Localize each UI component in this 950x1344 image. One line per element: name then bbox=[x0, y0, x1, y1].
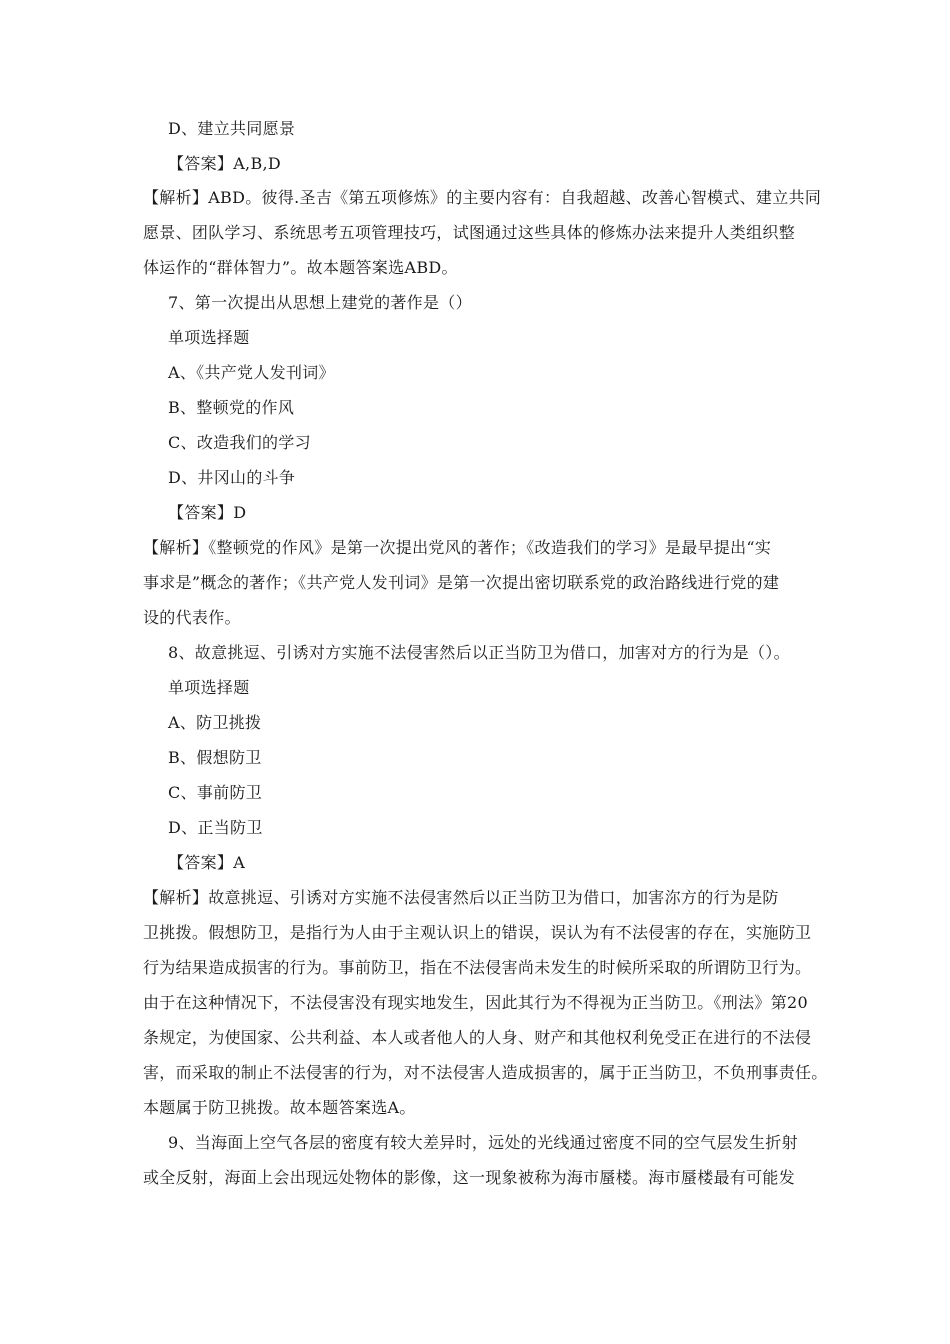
question-9-line-2: 或全反射，海面上会出现远处物体的影像，这一现象被称为海市蜃楼。海市蜃楼最有可能发 bbox=[143, 1168, 796, 1187]
option-c-q7: C、改造我们的学习 bbox=[168, 433, 311, 452]
answer-q8: 【答案】A bbox=[168, 853, 246, 872]
question-type-q7: 单项选择题 bbox=[168, 328, 250, 347]
analysis-q6-line-3: 体运作的“群体智力”。故本题答案选ABD。 bbox=[143, 258, 458, 277]
analysis-q7-line-1: 【解析】《整顿党的作风》是第一次提出党风的著作；《改造我们的学习》是最早提出“实 bbox=[143, 538, 772, 557]
analysis-q7-line-3: 设的代表作。 bbox=[143, 608, 241, 627]
question-7: 7、第一次提出从思想上建党的著作是（） bbox=[168, 293, 472, 312]
option-a-q7: A、《共产党人发刊词》 bbox=[168, 363, 335, 382]
option-d-q7: D、井冈山的斗争 bbox=[168, 468, 296, 487]
analysis-q8-line-1: 【解析】故意挑逗、引诱对方实施不法侵害然后以正当防卫为借口，加害沵方的行为是防 bbox=[143, 888, 779, 907]
analysis-q8-line-6: 害，而采取的制止不法侵害的行为，对不法侵害人造成损害的，属于正当防卫，不负刑事责任。 bbox=[143, 1063, 828, 1082]
analysis-q8-line-3: 行为结果造成损害的行为。事前防卫，指在不法侵害尚未发生的时候所采取的所谓防卫行为。 bbox=[143, 958, 812, 977]
analysis-q7-line-2: 事求是”概念的著作；《共产党人发刊词》是第一次提出密切联系党的政治路线进行党的建 bbox=[143, 573, 780, 592]
option-a-q8: A、防卫挑拨 bbox=[168, 713, 262, 732]
option-c-q8: C、事前防卫 bbox=[168, 783, 263, 802]
analysis-q8-line-7: 本题属于防卫挑拨。故本题答案选A。 bbox=[143, 1098, 416, 1117]
option-d-q6: D、建立共同愿景 bbox=[168, 119, 296, 138]
option-d-q8: D、正当防卫 bbox=[168, 818, 263, 837]
analysis-q8-line-5: 条规定，为使国家、公共利益、本人或者他人的人身、财产和其他权利免受正在进行的不法侵 bbox=[143, 1028, 812, 1047]
answer-q7: 【答案】D bbox=[168, 503, 247, 522]
question-9-line-1: 9、当海面上空气各层的密度有较大差异时，远处的光线通过密度不同的空气层发生折射 bbox=[168, 1133, 798, 1152]
question-type-q8: 单项选择题 bbox=[168, 678, 250, 697]
analysis-q8-line-4: 由于在这种情况下，不法侵害没有现实地发生，因此其行为不得视为正当防卫。《刑法》第20 bbox=[143, 993, 808, 1012]
option-b-q8: B、假想防卫 bbox=[168, 748, 262, 767]
option-b-q7: B、整顿党的作风 bbox=[168, 398, 295, 417]
answer-q6: 【答案】A,B,D bbox=[168, 154, 282, 173]
analysis-q6-line-2: 愿景、团队学习、系统思考五项管理技巧，试图通过这些具体的修炼办法来提升人类组织整 bbox=[143, 223, 796, 242]
analysis-q8-line-2: 卫挑拨。假想防卫，是指行为人由于主观认识上的错误，误认为有不法侵害的存在，实施防卫 bbox=[143, 923, 812, 942]
analysis-q6-line-1: 【解析】ABD。彼得.圣吉《第五项修炼》的主要内容有：自我超越、改善心智模式、建立共同 bbox=[143, 188, 822, 207]
question-8: 8、故意挑逗、引诱对方实施不法侵害然后以正当防卫为借口，加害对方的行为是（）。 bbox=[168, 643, 790, 662]
